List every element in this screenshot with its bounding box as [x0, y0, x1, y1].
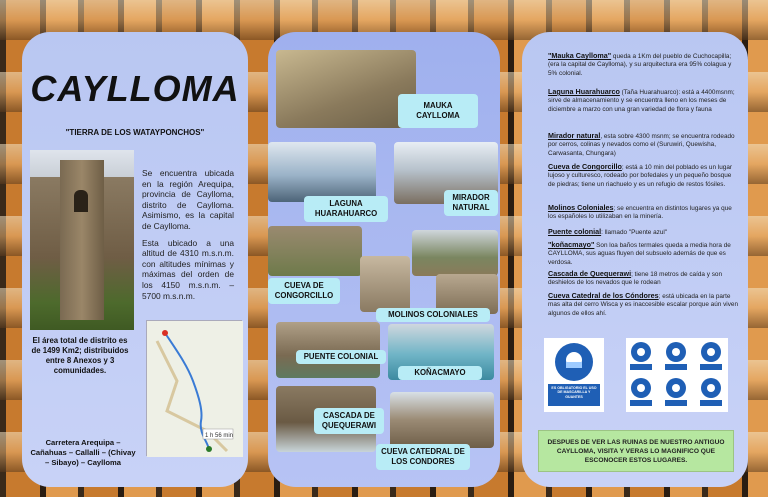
- mask-sign: [544, 338, 604, 412]
- body-cueva: ; está a 10 min del poblado es un lugar lujoso y culturesco, rodeado por bofedales y un pequeño bosque de piedras; tiene un riachuelo y es un refugio de restos fósiles.: [548, 164, 733, 188]
- body-mauka: queda a 1Km del pueblo de Cuchocapilla; (era la capital de Caylloma), y su arquitectura era 95% colagua y 5% colonial.: [548, 53, 732, 77]
- brochure-title: CAYLLOMA: [30, 68, 240, 109]
- panel-intro: [22, 32, 248, 487]
- text-cascada: [548, 270, 740, 288]
- label-molinos: MOLINOS COLONIALES: [376, 308, 490, 322]
- text-puente: [548, 228, 740, 237]
- title-cueva: Cueva de Congorcillo: [548, 162, 622, 171]
- text-cueva: [548, 163, 740, 189]
- body-mirador: , esta sobre 4300 msnm; se encuentra rodeado por cerros, colinas y nevados como el (Suruwiri, Quewisha, Carwasanta, Chungara): [548, 133, 735, 157]
- title-mirador: Mirador natural: [548, 131, 601, 140]
- text-laguna: [548, 88, 740, 114]
- molinos-photo-2: [412, 230, 498, 276]
- label-konacmayo: KOÑACMAYO: [398, 366, 482, 380]
- safety-signs-svg: [626, 338, 728, 412]
- text-mauka: [548, 52, 740, 78]
- route-map-svg: [147, 321, 243, 457]
- mask-sign-text: ES OBLIGATORIO EL USO DE MASCARILLA Y GUANTES: [551, 386, 597, 399]
- church-tower-photo: [30, 150, 134, 330]
- location-description: [142, 168, 234, 307]
- route-text: Carretera Arequipa – Cañahuas – Callalli – (Chivay – Sibayo) – Caylloma: [30, 438, 136, 467]
- area-text: El área total de distrito es de 1499 Km2; distribuidos entre 8 Anexos y 3 comunidades.: [31, 336, 129, 375]
- map-time-label: 1 h 56 min: [205, 433, 234, 439]
- title-cascada: Cascada de Quequerawi: [548, 269, 632, 278]
- body-kona: Son loa baños termales queda a media hora de CAYLLOMA, sus aguas fluyen del subsuelo además de que es verdosa.: [548, 242, 731, 266]
- location-paragraph: Se encuentra ubicada en la región Arequipa, provincia de Caylloma, distrito de Caylloma. Asimismo, es la capital de Caylloma.: [142, 168, 234, 231]
- text-kona: [548, 241, 740, 267]
- label-mirador: MIRADOR NATURAL: [444, 190, 498, 216]
- body-catedral: ; está ubicada en la parte mas alta del cerro Wisca y es inaccesible escalar porque aún viven algunos de ellos ahí.: [548, 293, 739, 317]
- label-catedral: CUEVA CATEDRAL DE LOS CONDORES: [376, 444, 470, 470]
- route-map: [146, 320, 242, 456]
- panel-attractions: [268, 32, 500, 487]
- catedral-photo: [390, 392, 494, 448]
- label-cueva-congorcillo: CUEVA DE CONGORCILLO: [268, 278, 340, 304]
- congorcillo-photo: [268, 226, 362, 276]
- mauka-photo: [276, 50, 416, 128]
- laguna-photo: [268, 142, 376, 202]
- panel-details: [522, 32, 748, 487]
- body-cascada: ; tiene 18 metros de caída y son deshielos de los nevados que le rodean: [548, 271, 723, 287]
- text-catedral: [548, 292, 740, 318]
- altitude-paragraph: Esta ubicado a una altitud de 4310 m.s.n.m. con altitudes mínimas y máximas del orden de los 4150 m.s.n.m. – 5700 m.s.n.m.: [142, 237, 234, 301]
- text-molinos: [548, 204, 740, 222]
- title-catedral: Cueva Catedral de los Cóndores: [548, 291, 659, 300]
- brochure-subtitle: "TIERRA DE LOS WATAYPONCHOS": [65, 128, 205, 137]
- closing-message: DESPUES DE VER LAS RUINAS DE NUESTRO ANTIGUO CAYLLOMA, VISITA Y VERAS LO MAGNIFICO QUE ESCONOCER ESTOS LUGARES.: [538, 430, 734, 472]
- body-molinos: ; se encuentra en distintos lugares ya que los españoles lo utilizaban en la minería.: [548, 205, 732, 221]
- title-laguna: Laguna Huarahuarco: [548, 87, 620, 96]
- title-molinos: Molinos Coloniales: [548, 203, 614, 212]
- text-mirador: [548, 132, 740, 158]
- title-puente: Puente colonial: [548, 227, 602, 236]
- body-puente: : llamado "Puente azul": [601, 229, 668, 236]
- label-cascada: CASCADA DE QUEQUERAWI: [314, 408, 384, 434]
- mask-sign-svg: [544, 338, 604, 412]
- molinos-photo-1: [360, 256, 410, 312]
- label-puente: PUENTE COLONIAL: [296, 350, 386, 364]
- safety-signs-grid: [626, 338, 728, 412]
- title-kona: "koñacmayo": [548, 240, 595, 249]
- title-mauka: "Mauka Caylloma": [548, 51, 612, 60]
- label-mauka: MAUKA CAYLLOMA: [398, 94, 478, 128]
- label-laguna: LAGUNA HUARAHUARCO: [304, 196, 388, 222]
- body-laguna: (Taña Huarahuarco): está a 4400msnm; sirve de almacenamiento y se encuentra lleno en los meses de diciembre a marzo con una gran variedad de flora y fauna: [548, 89, 735, 113]
